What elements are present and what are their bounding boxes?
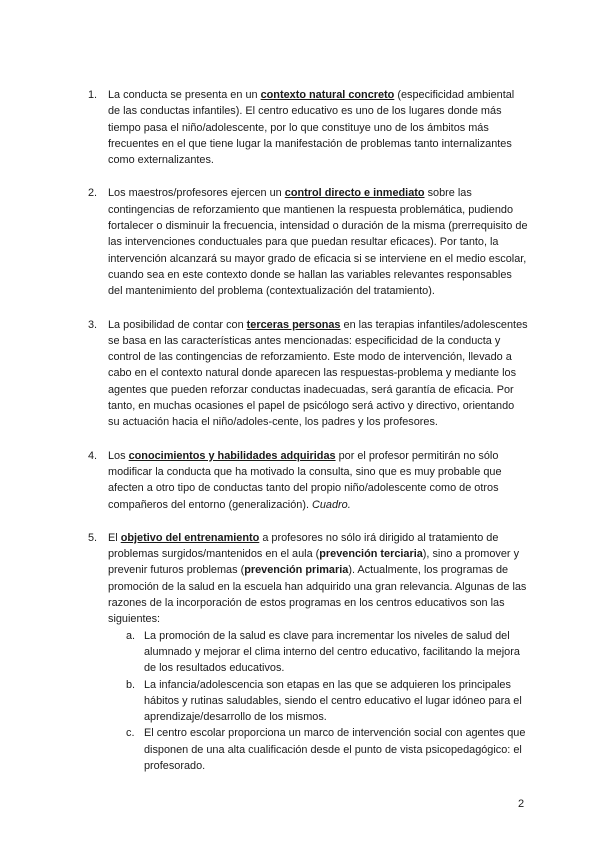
sublist-item [108, 725, 528, 774]
item-text: La posibilidad de contar con terceras personas en las terapias infantiles/adolescentes se basa en las características antes mencionadas: especificidad de la conducta y control de las contingencias de reforzamiento. Este modo de intervención, llevado a cabo en el contexto natural donde aparecen las respuestas-problema y mediante los agentes que pueden reforzar conductas inadecuadas, será garantía de eficacia. Por tanto, en muchas ocasiones el papel de psicólogo será activo y directivo, orientando su actuación hacia el niño/adoles-cente, los padres y los profesores. [108, 318, 528, 429]
sublist-letter: c. [126, 727, 135, 740]
list-item [88, 317, 528, 431]
bold-term: prevención primaria [244, 564, 349, 577]
sublist-letter: b. [126, 678, 136, 691]
sublist-item [108, 677, 528, 726]
item-keyword: terceras personas [246, 318, 341, 331]
item-keyword: conocimientos y habilidades adquiridas [128, 449, 336, 462]
item-number: 5. [88, 531, 98, 544]
item-keyword: objetivo del entrenamiento [120, 531, 260, 544]
numbered-list [88, 87, 528, 791]
bold-term: prevención terciaria [319, 548, 423, 561]
sublist-text: La infancia/adolescencia son etapas en las que se adquieren los principales hábitos y rutinas saludables, siendo el centro educativo el lugar idóneo para el aprendizaje/desarrollo de los mismos. [144, 678, 522, 724]
item-text: Los conocimientos y habilidades adquiridas por el profesor permitirán no sólo modificar la conducta que ha motivado la consulta, sino que es muy probable que afecten a otro tipo de conductas tanto del propio niño/adolescente como de otros compañeros del entorno (generalización). Cuadro. [108, 449, 502, 511]
sublist-item [108, 628, 528, 677]
page-number: 2 [518, 798, 525, 810]
sublist-text: La promoción de la salud es clave para incrementar los niveles de salud del alumnado y mejorar el clima interno del centro educativo, facilitando la mejora de los resultados educativos. [144, 629, 520, 675]
item-text: Los maestros/profesores ejercen un control directo e inmediato sobre las contingencias de reforzamiento que mantienen la respuesta problemática, pudiendo fortalecer o disminuir la frecuencia, intensidad o duración de la misma (prerrequisito de las intervenciones conductuales para que puedan resultar eficaces). Por tanto, la intervención alcanzará su mayor grado de eficacia si se interviene en el medio escolar, cuando sea en este contexto donde se hallan las variables relevantes responsables del mantenimiento del problema (contextualización del tratamiento). [108, 187, 528, 298]
item-text: La conducta se presenta en un contexto natural concreto (especificidad ambiental de las conductas infantiles). El centro educativo es uno de los lugares donde más tiempo pasa el niño/adolescente, por lo que constituye uno de los ámbitos más frecuentes en el que tiene lugar la manifestación de problemas tanto internalizantes como externalizantes. [108, 89, 515, 167]
sublist-letter: a. [126, 629, 136, 642]
list-item [88, 448, 528, 513]
item-keyword: control directo e inmediato [284, 187, 425, 200]
sublist-text: El centro escolar proporciona un marco de intervención social con agentes que disponen de una alta cualificación desde el punto de vista psicopedagógico: el profesorado. [144, 727, 526, 772]
item-text: El objetivo del entrenamiento a profesores no sólo irá dirigido al tratamiento de problemas surgidos/mantenidos en el aula (prevención terciaria), sino a promover y prevenir futuros problemas (prevención primaria). Actualmente, los programas de promoción de la salud en la escuela han adquirido una gran relevancia. Algunas de las razones de la incorporación de estos programas en los centros educativos son las siguientes: [108, 531, 527, 626]
item-number: 3. [88, 318, 98, 331]
list-item [88, 87, 528, 168]
lettered-sublist [108, 628, 528, 775]
item-number: 4. [88, 449, 98, 462]
list-item [88, 185, 528, 299]
item-number: 1. [88, 89, 98, 101]
item-keyword: contexto natural concreto [260, 89, 395, 101]
item-italic-note: Cuadro. [312, 498, 351, 511]
item-number: 2. [88, 187, 98, 200]
list-item [88, 530, 528, 774]
